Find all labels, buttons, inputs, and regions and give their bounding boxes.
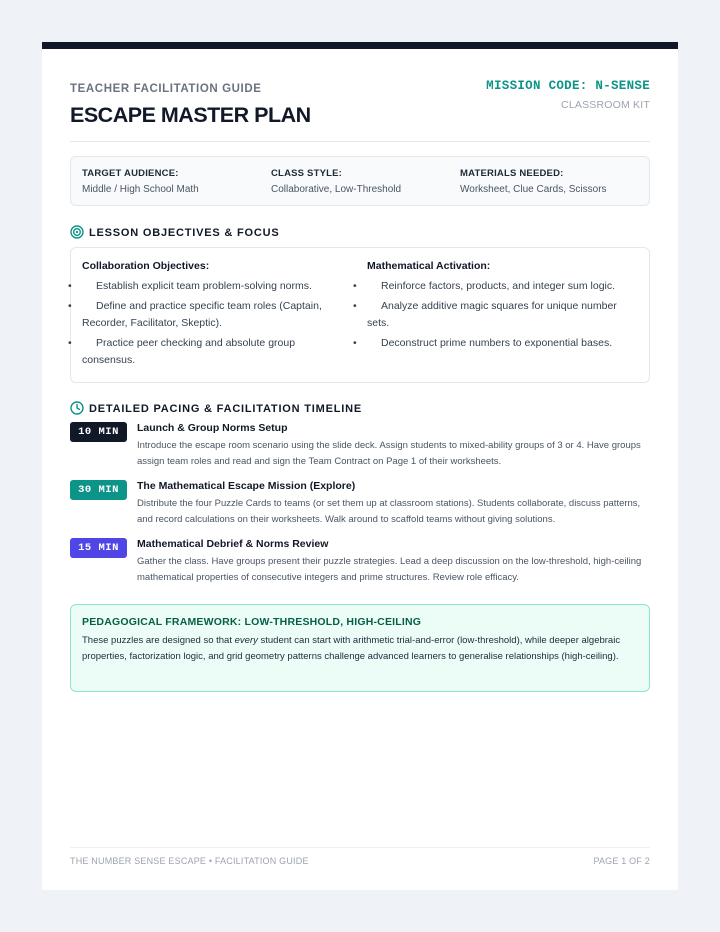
step-title: Mathematical Debrief & Norms Review: [137, 538, 329, 550]
meta-class-style: [271, 168, 401, 195]
framework-title: PEDAGOGICAL FRAMEWORK: LOW-THRESHOLD, HIGH-CEILING: [82, 616, 422, 628]
timeline-heading: [70, 401, 362, 415]
meta-value: Middle / High School Math: [82, 184, 199, 195]
step-description: Gather the class. Have groups present their puzzle strategies. Lead a deep discussion on the low-threshold, high-ceiling mathematical properties of consecutive integers and prime structures. Review role efficacy.: [137, 556, 642, 583]
objectives-heading: [70, 225, 280, 239]
page-number: PAGE 1 OF 2: [593, 856, 650, 866]
meta-value: Collaborative, Low-Threshold: [271, 184, 402, 195]
document-page: [42, 42, 678, 890]
collaboration-title: Collaboration Objectives:: [82, 260, 210, 272]
meta-materials: [460, 168, 607, 195]
framework-text-start: These puzzles are designed so that: [82, 635, 235, 646]
meta-label: CLASS STYLE:: [271, 168, 343, 179]
objectives-heading-label: LESSON OBJECTIVES & FOCUS: [89, 227, 280, 239]
list-item: • Deconstruct prime numbers to exponential bases.: [367, 335, 639, 353]
meta-label: MATERIALS NEEDED:: [460, 168, 564, 179]
list-item: • Reinforce factors, products, and integer sum logic.: [367, 278, 639, 296]
objectives-box: [70, 247, 650, 383]
clock-icon: [70, 401, 84, 415]
duration-badge: 10 MIN: [70, 422, 127, 442]
meta-info-box: [70, 156, 650, 206]
mission-code: MISSION CODE: N-SENSE: [486, 79, 650, 93]
kit-label: CLASSROOM KIT: [561, 99, 650, 111]
duration-badge: 15 MIN: [70, 538, 127, 558]
math-objectives: [367, 260, 639, 354]
step-title: The Mathematical Escape Mission (Explore): [137, 480, 356, 492]
meta-label: TARGET AUDIENCE:: [82, 168, 179, 179]
meta-audience: [82, 168, 199, 195]
meta-value: Worksheet, Clue Cards, Scissors: [460, 184, 607, 195]
list-item: • Define and practice specific team roles (Captain, Recorder, Facilitator, Skeptic).: [82, 298, 342, 333]
page-footer: [70, 847, 650, 866]
target-icon: [70, 225, 84, 239]
collaboration-objectives: [82, 260, 342, 372]
guide-eyebrow: TEACHER FACILITATION GUIDE: [70, 83, 262, 95]
list-item: • Establish explicit team problem-solving norms.: [82, 278, 342, 296]
page-title: ESCAPE MASTER PLAN: [70, 103, 311, 127]
step-description: Introduce the escape room scenario using the slide deck. Assign students to mixed-ability groups of 3 or 4. Have groups assign team roles and read and sign the Team Contract on Page 1 of their worksheets.: [137, 440, 641, 467]
footer-title: THE NUMBER SENSE ESCAPE • FACILITATION GUIDE: [70, 856, 309, 866]
framework-callout: [70, 604, 650, 692]
step-description: Distribute the four Puzzle Cards to teams (or set them up at classroom stations). Students collaborate, discuss patterns, and record calculations on their worksheets. Walk around to scaffold teams without giving solutions.: [137, 498, 641, 525]
timeline-heading-label: DETAILED PACING & FACILITATION TIMELINE: [89, 403, 362, 415]
framework-text: [82, 633, 638, 665]
duration-badge: 30 MIN: [70, 480, 127, 500]
framework-emphasis: every: [234, 635, 258, 646]
step-title: Launch & Group Norms Setup: [137, 422, 288, 434]
list-item: • Analyze additive magic squares for unique number sets.: [367, 298, 639, 333]
framework-text-end: student can start with arithmetic trial-and-error (low-threshold), while deeper algebraic properties, factorization logic, and grid geometry patterns challenge advanced learners to generalise relationships (high-ceiling).: [82, 635, 621, 662]
math-title: Mathematical Activation:: [367, 260, 491, 272]
page-header: [70, 75, 650, 142]
list-item: • Practice peer checking and absolute group consensus.: [82, 335, 342, 370]
